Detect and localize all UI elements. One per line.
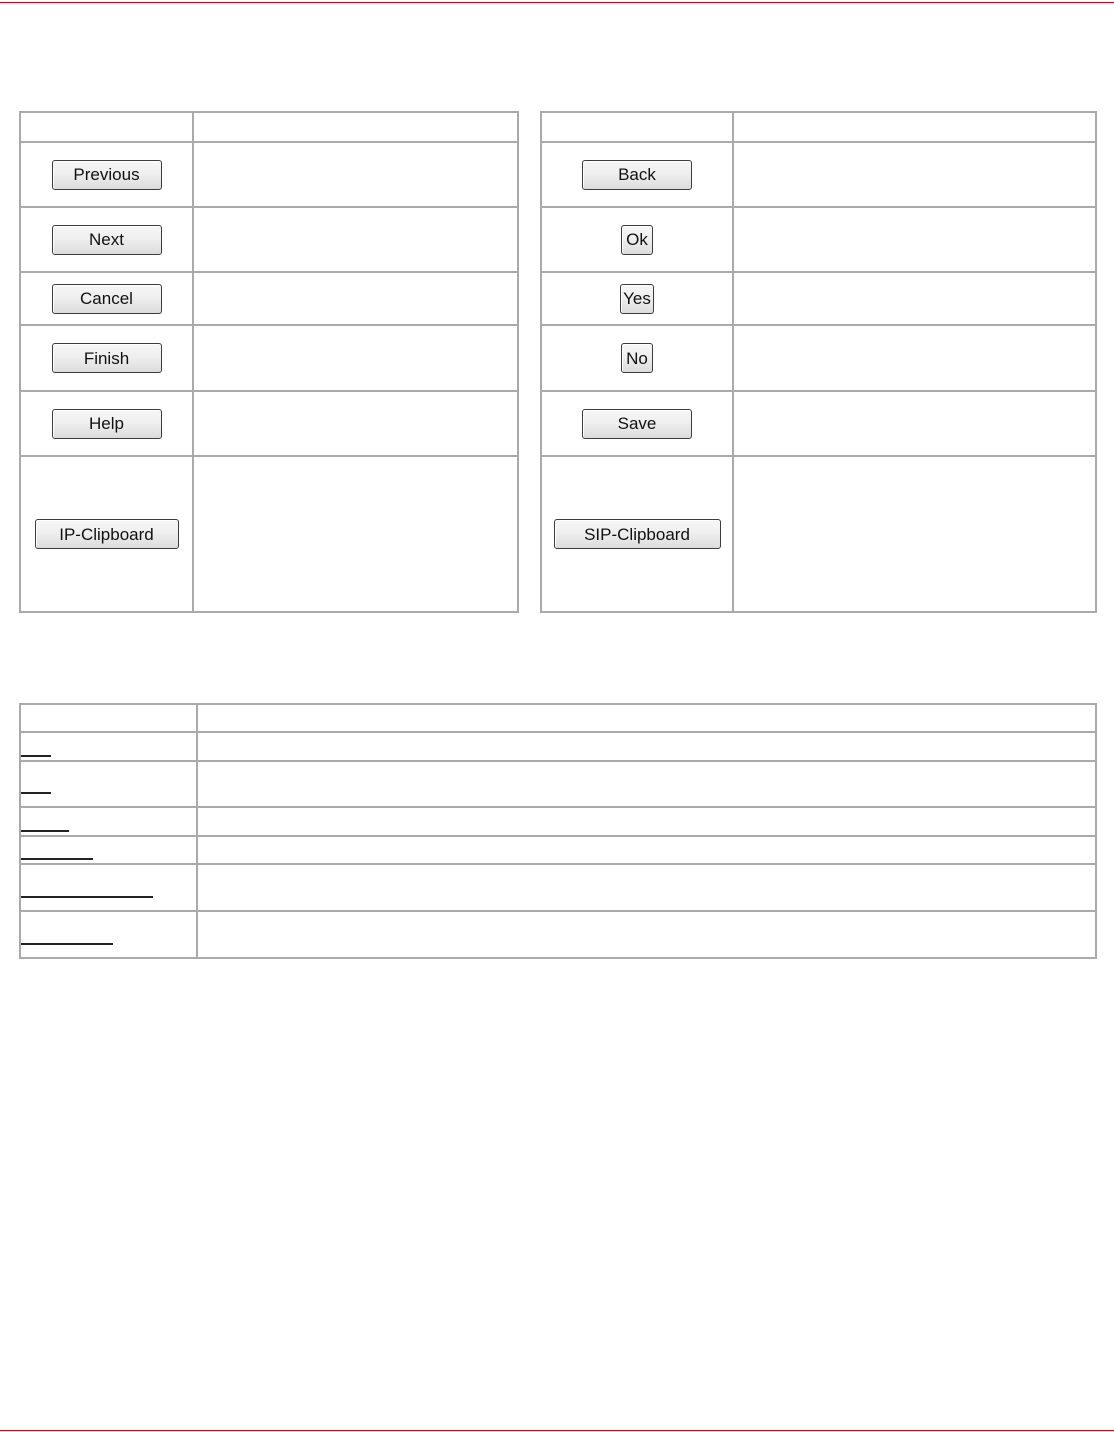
button-cell — [20, 142, 193, 207]
button-cell — [20, 391, 193, 456]
description-cell — [733, 391, 1096, 456]
table-row — [20, 864, 1096, 911]
sip-clipboard-button[interactable]: SIP-Clipboard — [554, 519, 721, 549]
footer-rule — [0, 1430, 1114, 1431]
link-1[interactable] — [21, 737, 51, 757]
link-table — [19, 703, 1097, 959]
no-button[interactable]: No — [621, 343, 653, 373]
table-row — [20, 456, 518, 612]
table-row — [20, 732, 1096, 761]
table-row — [20, 761, 1096, 807]
description-cell — [197, 761, 1096, 807]
description-cell — [733, 207, 1096, 272]
description-cell — [733, 142, 1096, 207]
help-button[interactable]: Help — [52, 409, 162, 439]
button-cell — [541, 391, 733, 456]
table-header-row — [20, 112, 518, 142]
table-row — [20, 836, 1096, 864]
cancel-button[interactable]: Cancel — [52, 284, 162, 314]
next-button[interactable]: Next — [52, 225, 162, 255]
back-button[interactable]: Back — [582, 160, 692, 190]
description-cell — [193, 272, 518, 325]
table-row — [541, 142, 1096, 207]
link-5[interactable] — [21, 878, 153, 898]
header-cell-description — [197, 704, 1096, 732]
button-cell — [541, 272, 733, 325]
button-cell — [541, 207, 733, 272]
description-cell — [197, 911, 1096, 958]
table-header-row — [541, 112, 1096, 142]
button-cell — [20, 207, 193, 272]
header-cell-description — [193, 112, 518, 142]
description-cell — [193, 142, 518, 207]
description-cell — [197, 836, 1096, 864]
description-cell — [733, 272, 1096, 325]
header-cell-button — [20, 112, 193, 142]
link-2[interactable] — [21, 774, 51, 794]
table-row — [20, 272, 518, 325]
description-cell — [193, 325, 518, 391]
description-cell — [733, 325, 1096, 391]
button-cell — [20, 325, 193, 391]
previous-button[interactable]: Previous — [52, 160, 162, 190]
left-button-table — [19, 111, 519, 613]
table-row — [20, 391, 518, 456]
link-cell — [20, 732, 197, 761]
table-row — [541, 325, 1096, 391]
link-3[interactable] — [21, 812, 69, 832]
link-cell — [20, 761, 197, 807]
finish-button[interactable]: Finish — [52, 343, 162, 373]
description-cell — [197, 732, 1096, 761]
ip-clipboard-button[interactable]: IP-Clipboard — [35, 519, 179, 549]
link-cell — [20, 807, 197, 836]
save-button[interactable]: Save — [582, 409, 692, 439]
description-cell — [193, 456, 518, 612]
button-cell — [20, 456, 193, 612]
table-row — [20, 807, 1096, 836]
link-6[interactable] — [21, 925, 113, 945]
yes-button[interactable]: Yes — [620, 284, 654, 314]
button-cell — [20, 272, 193, 325]
table-row — [20, 911, 1096, 958]
description-cell — [193, 391, 518, 456]
description-cell — [193, 207, 518, 272]
table-header-row — [20, 704, 1096, 732]
header-cell-link — [20, 704, 197, 732]
table-row — [541, 456, 1096, 612]
link-cell — [20, 864, 197, 911]
table-row — [20, 207, 518, 272]
header-cell-description — [733, 112, 1096, 142]
link-cell — [20, 836, 197, 864]
header-cell-button — [541, 112, 733, 142]
button-cell — [541, 325, 733, 391]
description-cell — [197, 864, 1096, 911]
button-cell — [541, 142, 733, 207]
table-row — [541, 391, 1096, 456]
table-row — [541, 272, 1096, 325]
table-row — [20, 325, 518, 391]
ok-button[interactable]: Ok — [621, 225, 653, 255]
right-button-table — [540, 111, 1097, 613]
table-row — [541, 207, 1096, 272]
description-cell — [733, 456, 1096, 612]
table-row — [20, 142, 518, 207]
description-cell — [197, 807, 1096, 836]
link-cell — [20, 911, 197, 958]
link-4[interactable] — [21, 840, 93, 860]
header-rule — [0, 2, 1114, 3]
button-cell — [541, 456, 733, 612]
